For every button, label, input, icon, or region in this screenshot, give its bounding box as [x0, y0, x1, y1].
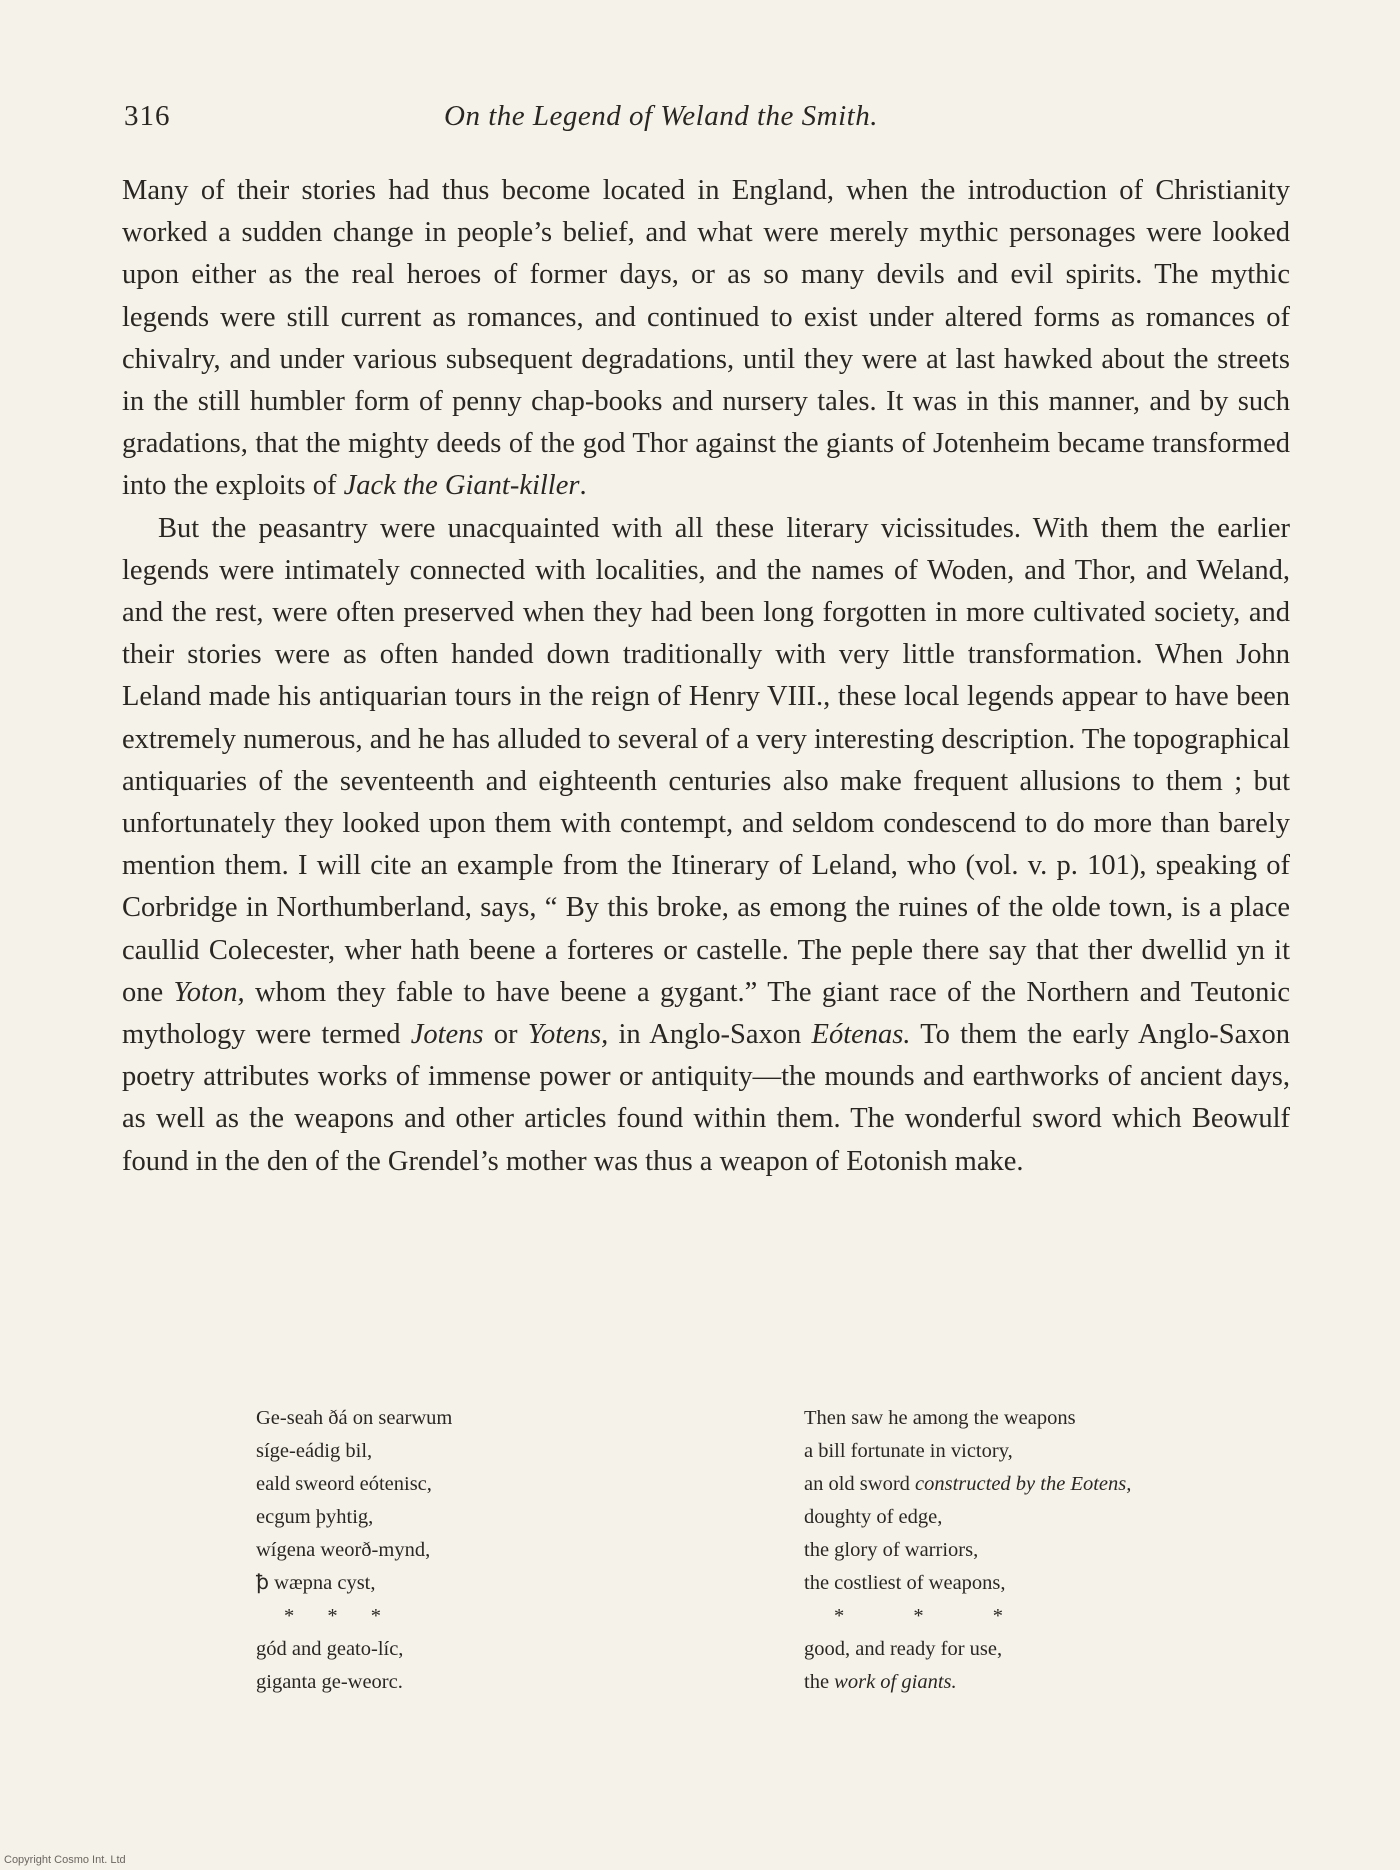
translation-line-text: an old sword — [804, 1473, 916, 1495]
page-number: 316 — [124, 100, 171, 132]
translation-line: doughty of edge, — [804, 1506, 943, 1528]
verse-line: ecgum þyhtig, — [256, 1506, 374, 1528]
translation-line: good, and ready for use, — [804, 1638, 1003, 1660]
translation-ellipsis-stars: * * * — [834, 1605, 1003, 1627]
verse-original — [256, 1402, 676, 1699]
translation-line: a bill fortunate in victory, — [804, 1440, 1013, 1462]
yotens-italic: Yotens, — [527, 1019, 609, 1051]
verse-line: Ge-seah ðá on searwum — [256, 1407, 453, 1429]
verse-line: gód and geato-líc, — [256, 1638, 404, 1660]
paragraph-2-text-e: To them the early Anglo-Saxon poetry attributes works of immense power or antiquity—the mounds and earthworks of ancient days, as well as the weapons and other articles found within them. The wonderful sword which Beowulf found in the den of the Grendel’s mother was thus a weapon of Eotonish make. — [122, 1019, 1290, 1177]
paragraph-2-text-b: whom they fable to have beene a gygant.” The giant race of the Northern and Teutonic mythology were termed — [122, 976, 1290, 1051]
translation-line — [804, 1468, 1264, 1501]
verse-line: síge-eádig bil, — [256, 1440, 373, 1462]
translation-line: the costliest of weapons, — [804, 1572, 1006, 1594]
verse-line: wígena weorð-mynd, — [256, 1539, 431, 1561]
paragraph-2 — [122, 508, 1290, 1183]
verse-ellipsis-stars: * * * — [284, 1605, 381, 1627]
translation-line: the glory of warriors, — [804, 1539, 979, 1561]
running-title: On the Legend of Weland the Smith. — [444, 100, 878, 132]
yoton-italic: Yoton, — [173, 976, 245, 1008]
paragraph-2-text-d: in Anglo-Saxon — [608, 1019, 812, 1051]
paragraph-2-text-c: or — [483, 1019, 528, 1051]
eotenas-italic: Eótenas. — [811, 1019, 911, 1051]
verse-line: ꝥ wæpna cyst, — [256, 1572, 376, 1594]
translation-line-italic: work of giants. — [834, 1671, 957, 1693]
paragraph-1-text: Many of their stories had thus become located in England, when the introduction of Christianity worked a sudden change in people’s belief, and what were merely mythic personages were looked upon either as the real heroes of former days, or as so many devils and evil spirits. The mythic legends were still current as romances, and continued to exist under altered forms as romances of chivalry, and under various subsequent degradations, until they were at last hawked about the streets in the still humbler form of penny chap-books and nursery tales. It was in this manner, and by such gradations, that the mighty deeds of the god Thor against the giants of Jotenheim became transformed into the exploits of — [122, 175, 1290, 502]
page-header — [124, 100, 1294, 140]
paragraph-1 — [122, 170, 1290, 508]
jack-giant-killer-italic: Jack the Giant-killer — [343, 470, 580, 502]
jotens-italic: Jotens — [410, 1019, 484, 1051]
verse-line: eald sweord eótenisc, — [256, 1473, 432, 1495]
translation-line — [804, 1666, 1264, 1699]
verse-line: giganta ge-weorc. — [256, 1671, 403, 1693]
verse-translation — [804, 1402, 1264, 1699]
translation-line-text: the — [804, 1671, 835, 1693]
paragraph-1-end: . — [579, 470, 587, 502]
translation-line: Then saw he among the weapons — [804, 1407, 1076, 1429]
copyright-watermark: Copyright Cosmo Int. Ltd — [4, 1854, 126, 1866]
body-text — [122, 170, 1290, 1183]
paragraph-2-text: But the peasantry were unacquainted with all these literary vicissitudes. With them the earlier legends were intimately connected with localities, and the names of Woden, and Thor, and Weland, and the rest, were often preserved when they had been long forgotten in more cultivated society, and their stories were as often handed down traditionally with very little transformation. When John Leland made his antiquarian tours in the reign of Henry VIII., these local legends appear to have been extremely numerous, and he has alluded to several of a very interesting description. The topographical antiquaries of the seventeenth and eighteenth centuries also make frequent allusions to them ; but unfortunately they looked upon them with contempt, and seldom condescend to do more than barely mention them. I will cite an example from the Itinerary of Leland, who (vol. v. p. 101), speaking of Corbridge in Northumberland, says, “ By this broke, as emong the ruines of the olde town, is a place caullid Colecester, wher hath beene a forteres or castelle. The peple there say that ther dwellid yn it one — [122, 512, 1290, 1008]
translation-line-italic: constructed by the Eotens, — [915, 1473, 1132, 1495]
